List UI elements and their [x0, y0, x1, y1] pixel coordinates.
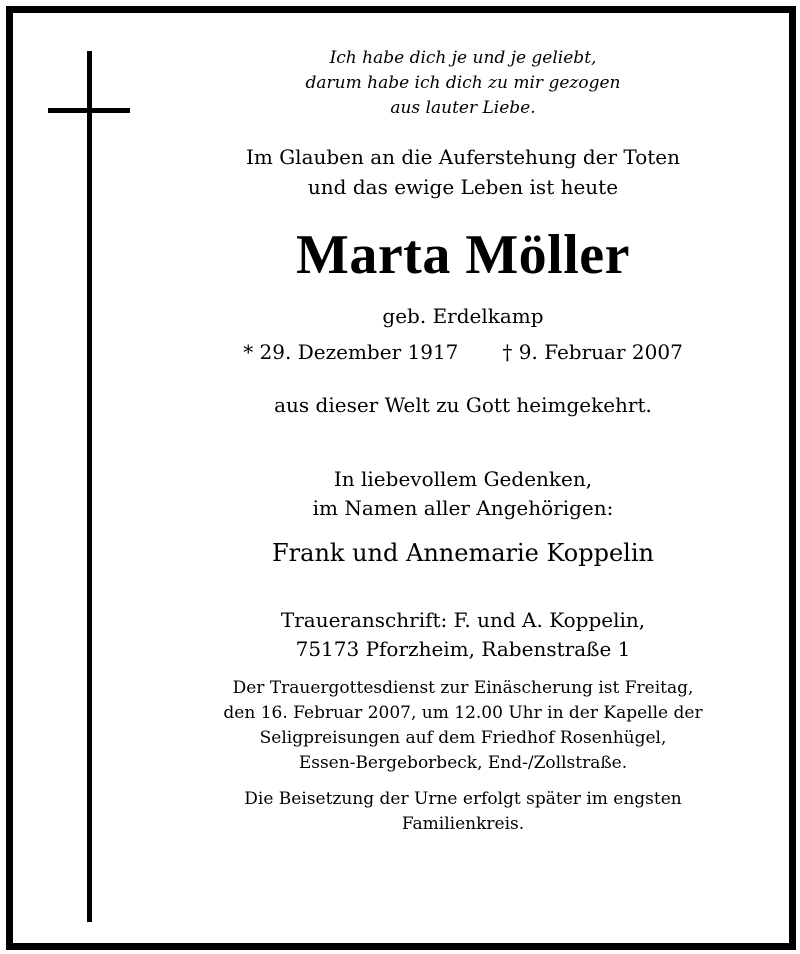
family-names: Frank und Annemarie Koppelin [272, 539, 654, 567]
verse-line: darum habe ich dich zu mir gezogen [305, 73, 621, 93]
service-line: Der Trauergottesdienst zur Einäscherung ist Freitag, [232, 678, 694, 698]
life-dates [183, 338, 743, 366]
service-line: Essen-Bergeborbeck, End-/Zollstraße. [298, 753, 628, 773]
burial-line: Die Beisetzung der Urne erfolgt später im engsten [244, 789, 682, 809]
mourning-address [183, 606, 743, 664]
maiden-name: geb. Erdelkamp [382, 304, 544, 328]
death-date: † 9. Februar 2007 [502, 340, 683, 364]
service-line: den 16. Februar 2007, um 12.00 Uhr in der Kapelle der [223, 703, 703, 723]
memory-line: In liebevollem Gedenken, [333, 467, 593, 491]
cross-icon-bar [48, 108, 130, 113]
notice-content [183, 46, 743, 837]
burial-info [183, 787, 743, 837]
verse-line: Ich habe dich je und je geliebt, [329, 48, 597, 68]
intro-text [183, 142, 743, 202]
obituary-notice [6, 6, 796, 950]
bible-verse [183, 46, 743, 121]
deceased-name: Marta Möller [295, 224, 631, 286]
returned-text: aus dieser Welt zu Gott heimgekehrt. [274, 393, 652, 417]
burial-line: Familienkreis. [401, 814, 525, 834]
intro-line: und das ewige Leben ist heute [307, 175, 619, 199]
cross-icon [87, 51, 92, 922]
memory-text [183, 465, 743, 523]
verse-line: aus lauter Liebe. [390, 98, 536, 118]
address-line: Traueranschrift: F. und A. Koppelin, [280, 608, 646, 632]
address-line: 75173 Pforzheim, Rabenstraße 1 [295, 637, 631, 661]
intro-line: Im Glauben an die Auferstehung der Toten [245, 145, 681, 169]
service-line: Seligpreisungen auf dem Friedhof Rosenhügel, [259, 728, 667, 748]
birth-date: * 29. Dezember 1917 [243, 340, 459, 364]
service-info [183, 676, 743, 776]
memory-line: im Namen aller Angehörigen: [312, 496, 614, 520]
